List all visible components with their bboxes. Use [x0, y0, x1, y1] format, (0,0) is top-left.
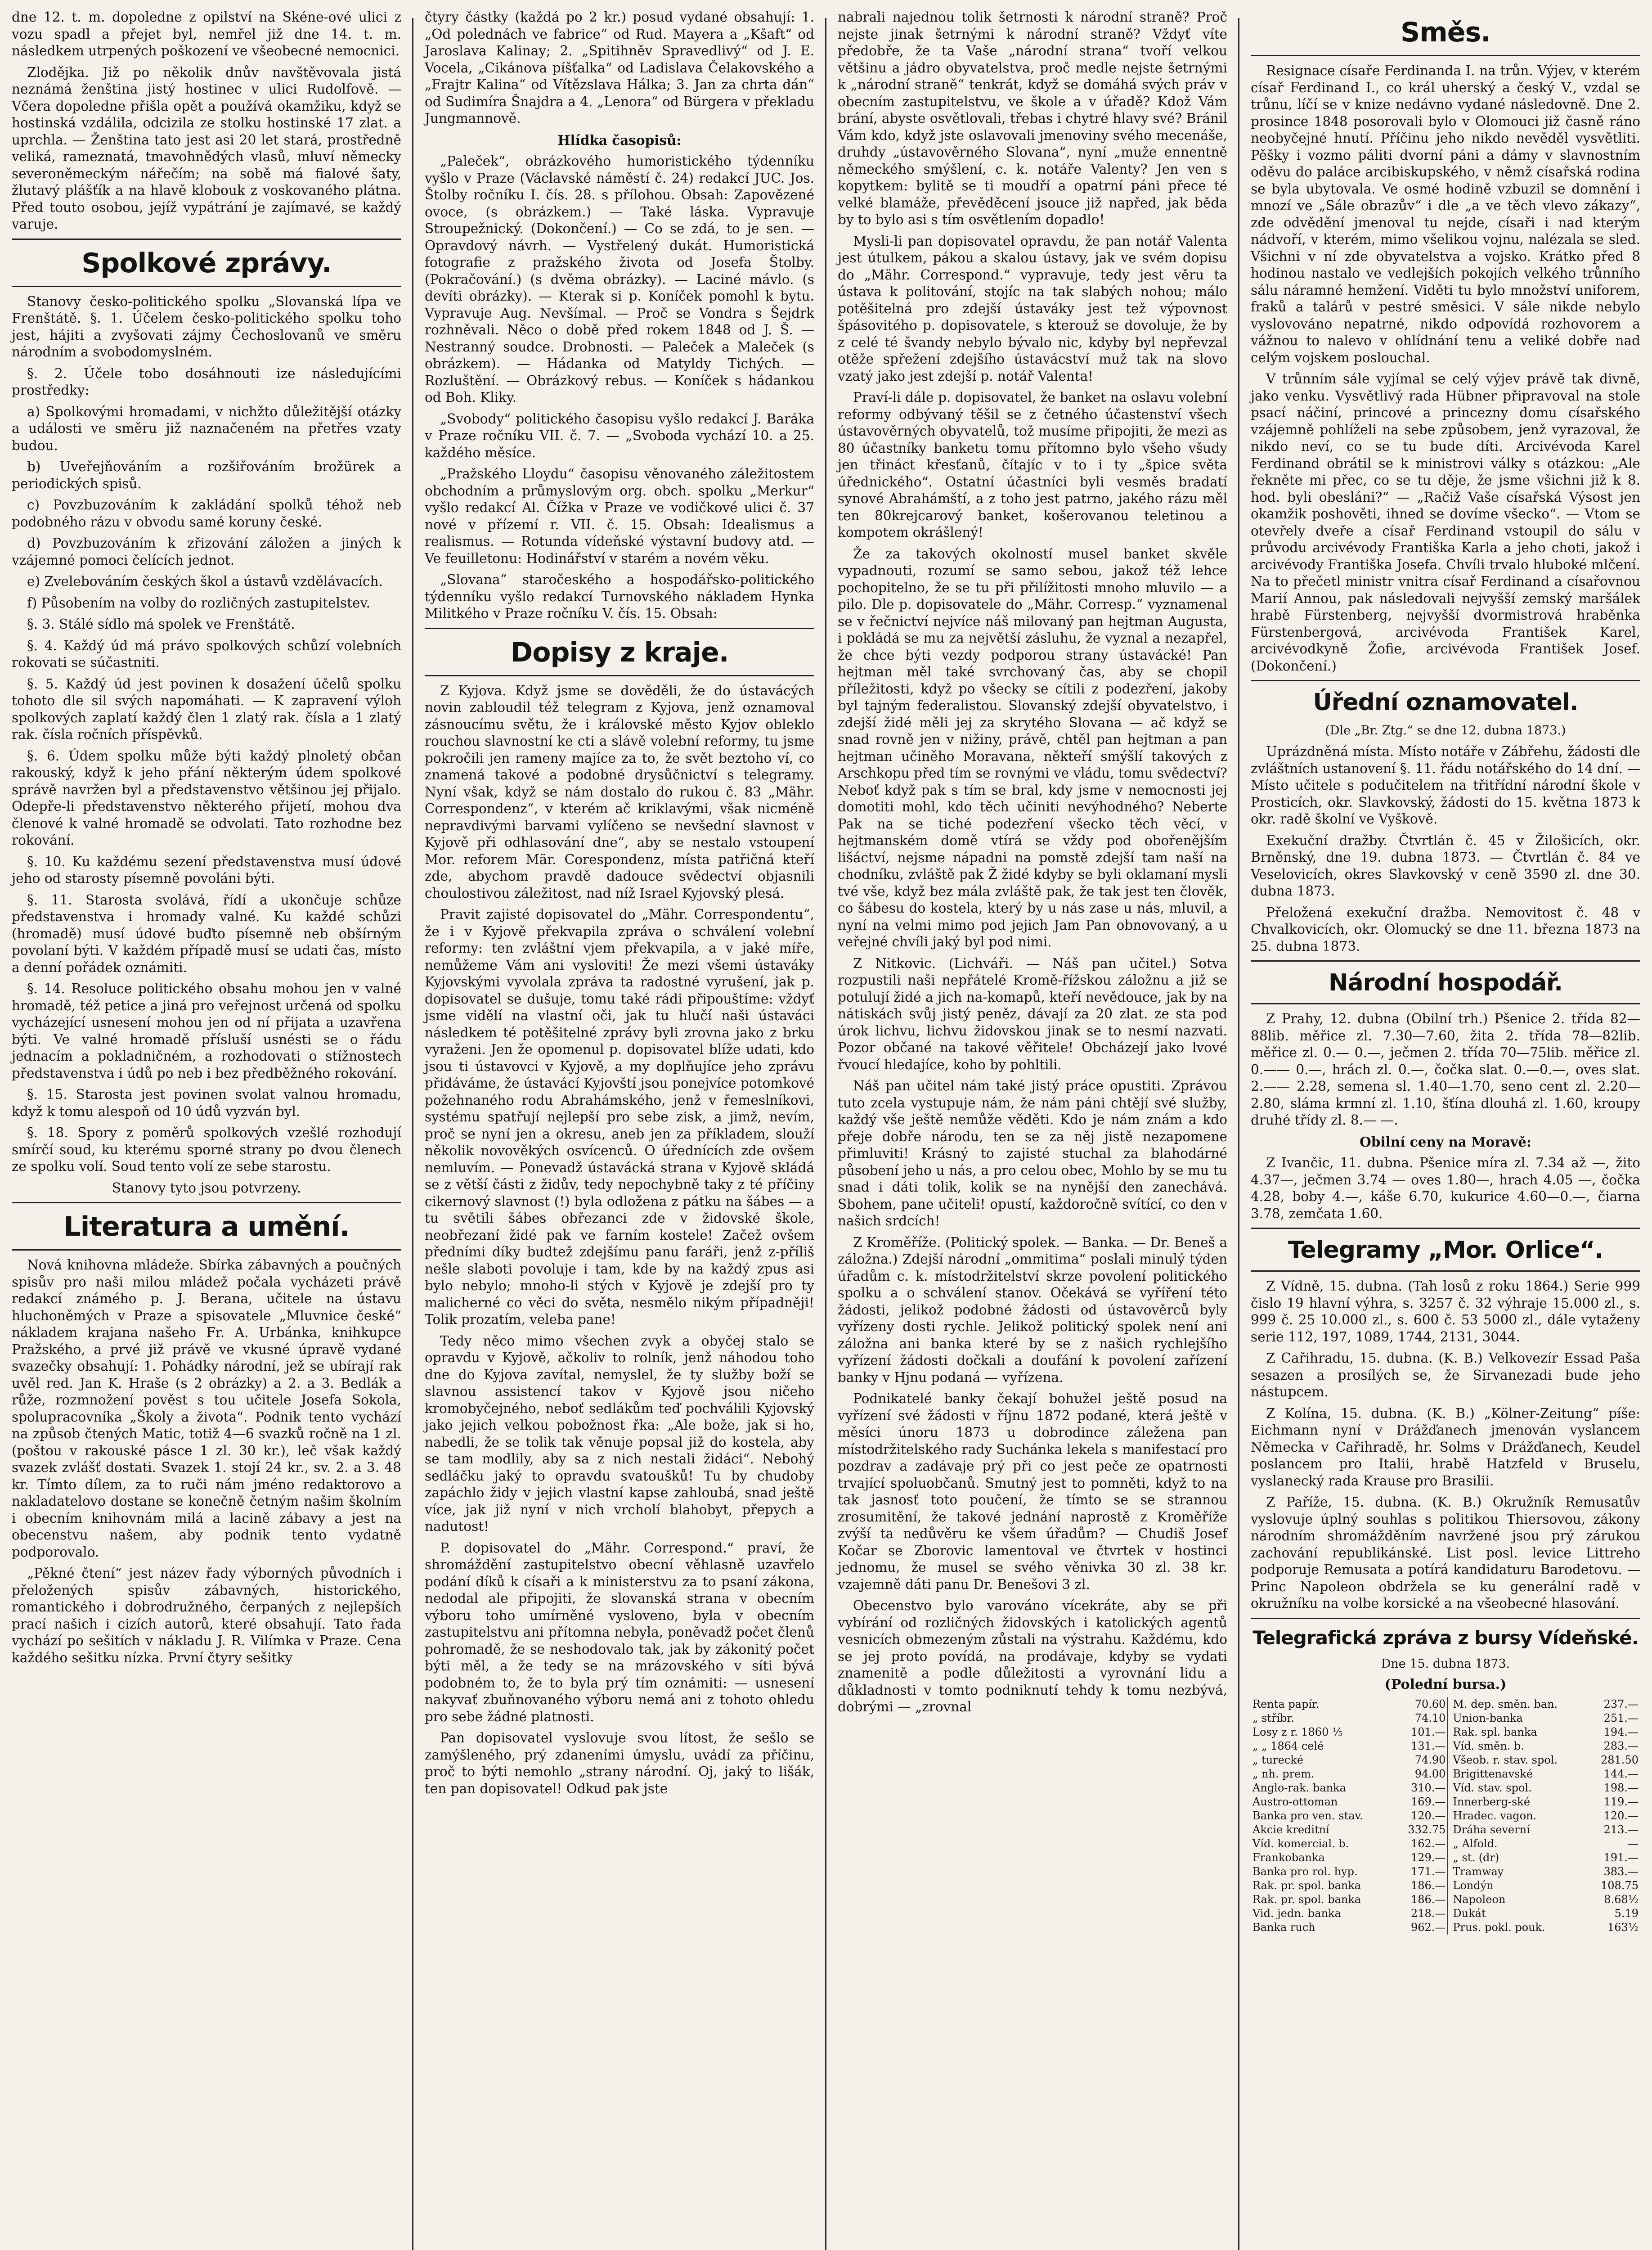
article-paragraph: Z Kroměříže. (Politický spolek. — Banka. — Dr. Beneš a záložna.) Zdejší národní „ommitima“ poslali minulý týden úřadům c. k. místodržitelství skrze povolení politického spolku a o schválení stanov. Očekává se vyříření této žádosti, jelikož podobné žádosti od ústavověrců byly vyřízeny dosti rychle. Jelikož politický spolek není ani záložna ani banka které by se z našich rychlejšího vyřízení žádosti dočkali a doufání k povolení zařízení banky v Hjnu podaná — vyřízena. [838, 1234, 1227, 1385]
article-paragraph: nabrali najednou tolik šetrnosti k národní straně? Proč nejste jinak šetrnými k národní straně? Vždyť víte předobře, že ta Vaše „národní strana“ tvoří velkou většinu a jádro obyvatelstva, proč medle nejste šetrnými k „národní straně“ tenkrát, když se domáhá svých práv v obecním zastupitelstvu, ve škole a v úřadě? Kdož Vám brání, abyste osvětlovali, třebas i chytré hlavy své? Bránil Vám kdo, když jste oslavovali jmenoviny svého mecenáše, druhdy „ústavověrného Slovana“, nyní „muže ennentně německého smýšlení, c. k. notáře Valenty? Jen ven s kopytkem: bylitě se ti moudří a opatrní páni přece té velké blamáže, převěděcení jsouce již napřed, jak běda by to bylo asi s tím osvětlením dopadlo! [838, 9, 1227, 227]
bursa-name: Anglo-rak. banka [1252, 1781, 1346, 1794]
section-heading-uredni: Úřední oznamovatel. [1313, 689, 1578, 716]
bursa-sep [1448, 1767, 1451, 1781]
article-paragraph: §. 15. Starosta jest povinen svolat valnou hromadu, když k tomu alespoň od 10 údů vyzván byl. [12, 1087, 401, 1119]
bursa-value: 74.90 [1414, 1753, 1446, 1766]
bursa-name: Austro-ottoman [1252, 1795, 1338, 1808]
article-paragraph: „Svobody“ politického časopisu vyšlo redakcí J. Baráka v Praze ročníku VII. č. 7. — „Svoboda vychází 10. a 25. každého měsíce. [425, 411, 814, 460]
bursa-name: Hradec. vagon. [1453, 1809, 1537, 1822]
article-paragraph: d) Povzbuzováním k zřizování záložen a jiných k vzájemné pomoci čelících jednot. [12, 536, 401, 568]
bursa-sep [1448, 1893, 1451, 1907]
bursa-sep [1448, 1697, 1451, 1711]
bursa-value: 144.— [1603, 1767, 1639, 1780]
section-divider [425, 628, 814, 629]
article-paragraph: „Pražského Lloydu“ časopisu věnovaného záležitostem obchodním a průmyslovým org. obch. spolku „Merkur“ vyšlo redakcí Al. Čížka v Praze ve vodičkové ulici č. 37 nové v přízemí r. VII. č. 15. Obsah: Idealismus a realismus. — Rotunda vídeňské výstavní budovy atd. — Ve feuilletonu: Hodinářství v starém a novém věku. [425, 466, 814, 566]
article-paragraph: Uprázdněná místa. Místo notáře v Zábřehu, žádosti dle zvláštních ustanovení §. 11. řádu notářského do 14 dní. — Místo učitele s podučitelem na třitřídní národní škole v Prosticích, okr. Slavkovský, žádosti do 15. května 1873 k okr. radě školní ve Vyškově. [1251, 744, 1641, 827]
article-paragraph: Z Prahy, 12. dubna (Obilní trh.) Pšenice 2. třída 82—88lib. měřice zl. 7.30—7.60, žita 2. třída 78—82lib. měřice zl. 0.— 0.—, ječmen 2. třída 70—75lib. měřice zl. 0.—— 0.—, hrách zl. 0.—, čočka slat. 0.—0.—, oves slat. 2.—— 2.28, semena sl. 1.40—1.70, seno cent zl. 2.20—2.80, sláma krmní zl. 1.10, šťína dlouhá zl. 1.60, kroupy druhé třídy zl. 8.— —. [1251, 1011, 1640, 1128]
bursa-value: — [1628, 1837, 1639, 1850]
bursa-row [1251, 1823, 1640, 1837]
bursa-row [1251, 1739, 1640, 1753]
bursa-sep [1448, 1921, 1451, 1935]
bursa-subheading: (Polední bursa.) [1384, 1676, 1507, 1692]
bursa-sep [1448, 1907, 1451, 1921]
bursa-name: „ turecké [1252, 1753, 1304, 1766]
bursa-name: Prus. pokl. pouk. [1453, 1921, 1545, 1934]
article-paragraph: „Pěkné čtení“ jest název řady výborných původních i přeložených spisův zábavných, historického, romantického i dobrodružného, čerpaných z nejlepších prací našich i cizích autorů, které obsahují. Tato řada vychází po sešitích v nákladu J. R. Vilímka v Praze. Cena každého sešitku nízka. První čtyry sešitky [12, 1566, 401, 1665]
bursa-row [1251, 1879, 1640, 1893]
bursa-name: Rak. spl. banka [1453, 1725, 1537, 1738]
article-paragraph: §. 10. Ku každému sezení představenstva musí údové jeho od starosty písemně povoláni býti. [12, 854, 401, 886]
bursa-name: Dukát [1453, 1907, 1486, 1920]
bursa-row [1251, 1697, 1640, 1711]
bursa-name: Víd. směn. b. [1453, 1739, 1525, 1752]
bursa-sep [1448, 1837, 1451, 1851]
article-paragraph: Obecenstvo bylo varováno vícekráte, aby se při vybírání od rozličných židovských i katolických agentů vesnicích obmezeným zůstali na výstrahu. Každému, kdo se jej proto povídá, na prodávaje, kdyby se vydati znamenitě a podle důležitosti a vyrovnání lidu a důkladnosti v tomto podniknutí tehdy k tomu nezbývá, dobrými — „zrovnal [838, 1598, 1227, 1714]
column-4 [1239, 9, 1652, 2250]
section-divider [12, 1202, 401, 1203]
bursa-row [1251, 1809, 1640, 1823]
section-subheading: (Dle „Br. Ztg.“ se dne 12. dubna 1873.) [1325, 724, 1566, 738]
bursa-value: 74.10 [1414, 1711, 1446, 1724]
bursa-name: „ st. (dr) [1453, 1851, 1499, 1864]
article-paragraph: Nová knihovna mládeže. Sbírka zábavných a poučných spisův pro naši milou mládež počala vycházeti právě redakcí známého p. J. Berana, učitele na ústavu hluchoněmých v Praze a spisovatele „Mluvnice české“ nákladem krajana našeho Fr. A. Urbánka, knihkupce Pražského, a prvé již právě ve vkusné úpravě vydané svazečky obsahují: 1. Pohádky národní, jež se ubírají rak uvěl red. Jan K. Hraše (s 2 obrázky) a 2. a 3. Bedlák a růže, rozmnožení pověst s tou učitele Josefa Sokola, spolupracovníka „Školy a života“. Podnik tento vychází na způsob čtených Matic, totiž 4—6 svazků ročně na 1 zl. (poštou v rakouské pásce 1 zl. 30 kr.), leč však každý svazek zvlášť dostati. Svazek 1. stojí 24 kr., sv. 2. a 3. 48 kr. Tímto dílem, za to ruči nám jméno redaktorovo a nakladatelovo dostane se konečně četným našim školním i obecním knihovnám milá a lacině zábavy a jest na obecenstvu našem, aby podnik tento vydatně podporovalo. [12, 1257, 401, 1560]
bursa-name: Banka ruch [1252, 1921, 1315, 1934]
article-paragraph: Náš pan učitel nám také jistý práce opustiti. Zprávou tuto zcela vystupuje nám, že nám páni chtějí své služby, každý vše ještě nemůže věděti. Kdo je nám znám a kdo přeje dobře národu, ten se za něj jistě nezapomene přimluviti! Krásný to zajisté stuchal za blahodárné působení jeho u nás, a pro celou obec, Mohlo by se mu tu snad i dáti tolik, kolik se na nynější den zanechává. Sbohem, pane učiteli! opustí, každoročně svítící, co den v našich srdcích! [838, 1078, 1227, 1228]
article-paragraph: §. 5. Každý úd jest povinen k dosažení účelů spolku tohoto dle sil svých napomáhati. — K zapravení výloh spolkových zaplatí každý člen 1 zlatý rak. čísla a 1 zlatý rak. čísla ročních příspěvků. [12, 676, 401, 742]
article-paragraph: §. 18. Spory z poměrů spolkových vzešlé rozhodují smírčí soud, ku kterému sporné strany po dvou členech ze spolku volí. Soud tento volí ze sebe starostu. [12, 1125, 401, 1174]
section-heading-bursa: Telegrafická zpráva z bursy Vídeňské. [1252, 1626, 1639, 1649]
article-paragraph: Stanovy česko-politického spolku „Slovanská lípa ve Frenštátě. §. 1. Účelem česko-politického spolku toho jest, hájiti a zvyšovati zájmy Čechoslovanů ve směru národním a svobodomyslném. [12, 293, 401, 360]
section-divider [1251, 960, 1640, 962]
article-paragraph: Z Vídně, 15. dubna. (Tah losů z roku 1864.) Serie 999 čislo 19 hlavní výhra, s. 3257 č. 32 výhraje 15.000 zl., s. 999 č. 25 10.000 zl., s. 600 č. 53 5000 zl., dále vytaženy serie 112, 197, 1089, 1744, 2131, 3044. [1251, 1278, 1640, 1345]
bursa-sep [1448, 1781, 1451, 1795]
bursa-row [1251, 1725, 1640, 1739]
bursa-name: Dráha severní [1453, 1823, 1530, 1836]
bursa-name: „ Alfold. [1453, 1837, 1498, 1850]
bursa-value: 119.— [1603, 1795, 1639, 1808]
subheading-obilni: Obilní ceny na Moravě: [1360, 1134, 1531, 1150]
bursa-value: 310.— [1410, 1781, 1446, 1794]
bursa-value: 101.— [1410, 1725, 1446, 1738]
bursa-sep [1448, 1879, 1451, 1893]
article-paragraph: Z Kyjova. Když jsme se dověděli, že do ústavácých novin zabloudil též telegram z Kyjova, jenž oznamoval zásnoucímu světu, že i královské město Kyjov obleklo rouchou slavnostní ke cti a slávě volební reformy, tu jsme pokročili jen rameny majíce za to, že svět beztoho ví, co znamená takové a podobné drysůčnictví s telegramy. Nyní však, když se nám dostalo do rukou č. 83 „Mähr. Correspondenz“, v kterém ač kriklavými, však nicméně nepravdivými barvami vylíčeno se nevšední slavnost v Kyjově při odhlasování dne“, aby se nestalo vstoupení Mor. reforem Mär. Corespondenz, místa patřičná kteří zde, abychom pravdě dadouce svědectví objasnili choulostivou záležitost, nad níž Israel Kyjovský plesá. [425, 683, 814, 901]
bursa-sep [1448, 1739, 1451, 1753]
bursa-row [1251, 1753, 1640, 1767]
news-paragraph: dne 12. t. m. dopoledne z opilství na Skéne-ové ulici z vozu spadl a přejet byl, nemřel již dne 14. t. m. následkem utrpených poškození ve všeobecné nemocnici. [12, 9, 401, 58]
article-paragraph: a) Spolkovými hromadami, v nichžto důležitější otázky a události ve směru již naznačeném na přetřes vzaty budou. [12, 404, 401, 453]
column-3 [826, 9, 1239, 2250]
article-paragraph: Mysli-li pan dopisovatel opravdu, že pan notář Valenta jest útulkem, pákou a skalou ústavy, jak ve svém dopisu do „Mähr. Correspond.“ vypravuje, tedy jest věru ta ústava k politování, stojíc na tak slabých nohou; málo potěšitelná pro zdejší ústaváky jest tež výpovnost špásovitého p. dopisovatele, s kterouž se dovoluje, že by z celé té švandy nebylo bývalo nic, kdyby byl nepřevzal otěže spřežení zdejšího ústavácství muž tak na slovo vzatý jako jest zdejší p. notář Valenta! [838, 233, 1227, 384]
article-paragraph: Exekuční dražby. Čtvrtlán č. 45 v Žilošicích, okr. Brněnský, dne 19. dubna 1873. — Čtvrtlán č. 84 ve Veselovicích, okres Slavkovský v ceně 3590 zl. dne 30. dubna 1873. [1251, 832, 1640, 899]
bursa-name: Frankobanka [1252, 1851, 1325, 1864]
bursa-value: 962.— [1410, 1921, 1446, 1934]
article-paragraph: e) Zvelebováním českých škol a ústavů vzdělávacích. [27, 574, 383, 589]
bursa-name: M. dep. směn. ban. [1453, 1697, 1558, 1710]
bursa-row [1251, 1851, 1640, 1865]
bursa-value: 163½ [1607, 1921, 1639, 1934]
article-paragraph: Z Kolína, 15. dubna. (K. B.) „Kölner-Zeitung“ píše: Eichmann nyní v Drážďanech jmenován vyslancem Německa v Cařihradě, hr. Solms v Drážďanech, Keudel poslancem pro Italii, hrabě Hatzfeld v Bruselu, vyslanecký rada Krause pro Brasilii. [1251, 1405, 1640, 1489]
bursa-name: Banka pro ven. stav. [1252, 1809, 1363, 1822]
bursa-name: Innerberg-ské [1453, 1795, 1531, 1808]
article-paragraph: §. 2. Účele tobo dosáhnouti ize následujícími prostředky: [12, 365, 401, 398]
bursa-value: 8.68½ [1604, 1893, 1639, 1906]
bursa-row [1251, 1767, 1640, 1781]
bursa-value: 171.— [1410, 1865, 1446, 1878]
article-paragraph: §. 11. Starosta svolává, řídí a ukončuje schůze představenstva i hromady valné. Ku každé schůzi (hromadě) musí údové buďto písemně neb obšírným povolaní býti. V každém případě musí se udati čas, místo a denní pořádek oznámiti. [12, 892, 401, 975]
article-paragraph: Přeložená exekuční dražba. Nemovitost č. 48 v Chvalkovicích, okr. Olomucký se dne 11. března 1873 na 25. dubna 1873. [1251, 904, 1640, 954]
section-divider [425, 675, 814, 676]
section-divider [1251, 680, 1640, 681]
bursa-value: 191.— [1603, 1851, 1639, 1864]
article-paragraph: Z Nitkovic. (Lichváři. — Náš pan učitel.) Sotva rozpustili naši nepřátelé Kromě-řížskou záložnu a již se potulují židé a jich na-komapů, kteří nevědouce, jak by na nátiskách svůj jistý peněz, dávají za 20 zlat. ze sta pod úrok lichvu, lichvu židovskou jinak se to nesmí nazvati. Pozor občané na takové věřitele! Obcházejí jako lvové řvoucí hledajíce, koho by pohltili. [838, 955, 1227, 1072]
bursa-name: Rak. pr. spol. banka [1252, 1893, 1361, 1906]
article-paragraph: Stanovy tyto jsou potvrzeny. [112, 1180, 301, 1196]
bursa-value: 162.— [1410, 1837, 1446, 1850]
section-divider [12, 286, 401, 287]
column-1 [0, 9, 413, 2250]
bursa-name: Napoleon [1453, 1893, 1506, 1906]
section-heading-spolkove: Spolkové zprávy. [81, 247, 332, 279]
article-paragraph: §. 3. Stálé sídlo má spolek ve Frenštátě. [27, 616, 295, 632]
article-paragraph: Z Ivančic, 11. dubna. Pšenice míra zl. 7.34 až —, žito 4.37—, ječmen 3.74 — oves 1.80—, hrach 4.05 —, čočka 4.28, boby 4.—, káše 6.70, kukurice 4.60—0.—, čiarna 3.78, zemčata 1.60. [1251, 1155, 1640, 1221]
bursa-row [1251, 1781, 1640, 1795]
bursa-name: „ nh. prem. [1252, 1767, 1315, 1780]
section-divider [12, 238, 401, 240]
article-paragraph: f) Působením na volby do rozličných zastupitelstev. [27, 595, 370, 611]
column-2 [413, 9, 826, 2250]
bursa-name: „ „ 1864 celé [1252, 1739, 1324, 1752]
bursa-name: Rak. pr. spol. banka [1252, 1879, 1361, 1892]
bursa-row [1251, 1893, 1640, 1907]
section-divider [1251, 1270, 1640, 1272]
bursa-name: Londýn [1453, 1879, 1494, 1892]
article-paragraph: b) Uveřejňováním a rozšiřováním brožürek a periodických spisů. [12, 459, 401, 491]
bursa-name: Víd. stav. spol. [1453, 1781, 1532, 1794]
section-divider [1251, 55, 1640, 56]
bursa-sep [1448, 1725, 1451, 1739]
bursa-value: 129.— [1410, 1851, 1446, 1864]
bursa-value: 120.— [1410, 1809, 1446, 1822]
section-heading-telegramy: Telegramy „Mor. Orlice“. [1288, 1237, 1603, 1264]
bursa-value: 94.00 [1414, 1767, 1446, 1780]
bursa-name: Brigittenavské [1453, 1767, 1533, 1780]
article-paragraph: Pan dopisovatel vyslovuje svou lítost, že sešlo se zamýšleného, prý zdaneními úmyslu, uvádí za příčinu, proč to býti nemohlo „strany národní. Oj, jaký to lišák, ten pan dopisovatel! Odkud pak jste [425, 1730, 814, 1796]
bursa-sep [1448, 1823, 1451, 1837]
bursa-value: 5.19 [1614, 1907, 1639, 1920]
bursa-name: Vid. jedn. banka [1252, 1907, 1341, 1920]
bursa-value: 383.— [1603, 1865, 1639, 1878]
article-paragraph: Že za takových okolností musel banket skvěle vypadnouti, rozumí se samo sebou, jakož též lehce pochopitelno, že se tu při přilížitosti mnoho mluvilo — a pilo. Dle p. dopisovatele do „Mähr. Corresp.“ vyznamenal se v řečnictví nejvíce náš milovaný pan hejtman Augusta, i pokládá se mu za největší zásluhu, že vyznal a nezapřel, že chce býti vezdy podporou strany ústavácké! Pan hejtman měl také svrchovaný čas, aby se chopil příležitosti, když po všecky se cítili z podezření, jakoby byl tajným federalistou. Slovanský zdejší obyvatelstvo, i zdejší židé měli jej za skrytého Slovana — ač když se snad rovně jen v nižiny, právě, chtěl pan hejtman a pan hejtman učiněho Moravana, někteří smýšlí takových z Arschkopu před tím se rovnými ve vládu, tomu svědectví? Neboť když pak s tím se bral, kdy jsme v nemocnosti jej domotiti mohl, kdo těch učiniti nevýhodného? Neberte Pak na se tiché podezření všecko těch věcí, v hejtmanském domě vtírá se vždy pod obořenějším lišáctví, nejsme nápadni na pomstě zdejší tam naší na chodníku, zvláště pak Ž židé kdyby se byli oklamaní mysli tvé vše, když bez mála zvláště pak, že tak jest ten člověk, co šábesu do kostela, který by u nás zase u nás, mluvil, a nyní na velmi mimo pod jejich Jam Pan obnovovaný, a u veřejné chvíli jaký byl pod nimi. [838, 546, 1227, 950]
news-paragraph: Zlodějka. Již po několik dnův navštěvovala jistá neznámá ženština jistý hostinec v ulici Rudolfově. — Včera dopoledne přišla opět a používá okamžiku, když se hostinská vzdálila, odcizila ze stolku hostinské 17 zlat. a uprchla. — Ženština tato jest asi 20 let stará, prostředně veliká, rameznatá, tmavohnědých vlasů, mluví německy severoněmeckým nářečím; na sobě má fialové šaty, žlutavý plášťík a na hlavě klobouk z voskovaného plátna. Před touto osobou, jejíž vypátrání je zajímavé, se každý varuje. [12, 64, 401, 232]
article-paragraph: Praví-li dále p. dopisovatel, že banket na oslavu volební reformy odbývaný těšil se z četného účastenství všech ústavověrných obyvatelů, tož musíme připojiti, že mezi as 80 účastníky banketu tomu přítomno bylo všeho všudy jen třináct křesťanů, čítajíc v to i ty „špice světa úřednického“. Ostatní účastníci byli vesměs bradatí synové Abrahámští, a z toho jest patrno, jakého rázu měl ten 80krejcarový banket, košerovanou teletinou a kompotem okrášlený! [838, 390, 1227, 540]
bursa-value: 169.— [1410, 1795, 1446, 1808]
bursa-name: Union-banka [1453, 1711, 1523, 1724]
bursa-value: 186.— [1410, 1879, 1446, 1892]
subheading-hlidka: Hlídka časopisů: [557, 132, 682, 148]
article-paragraph: Z Paříže, 15. dubna. (K. B.) Okružník Remusatův vyslovuje úplný souhlas s politikou Thiersovou, zákony národním shromážděním navržené jsou prý zárukou zachování republikánské. List posl. levice Littreho podporuje Remusata a potírá kandidaturu Barodetovu. — Princ Napoleon obdržela se ku generální radě v okružníku na volbe korsické a na všeobecné hlasování. [1251, 1494, 1640, 1611]
bursa-sep [1448, 1711, 1451, 1725]
bursa-value: 332.75 [1408, 1823, 1446, 1836]
bursa-value: 281.50 [1601, 1753, 1639, 1766]
bursa-table [1251, 1697, 1640, 1935]
bursa-value: 218.— [1410, 1907, 1446, 1920]
bursa-row [1251, 1921, 1640, 1935]
bursa-name: Banka pro rol. hyp. [1252, 1865, 1358, 1878]
bursa-value: 251.— [1603, 1711, 1639, 1724]
article-paragraph: Podnikatelé banky čekají bohužel ještě posud na vyřízení své žádosti v říjnu 1872 podané, která ještě v měsíci únoru 1873 u dobrodince záležena pan místodržitelského rady Suchánka lekela s manifestací pro pozdrav a zadávaje prý při co jest peče ze opatrnosti trvající spoluobčanů. Smutný jest to pomněti, když to na tak jasnosť toto poučení, že tímto se se strannou zrosumitění, že takové jednání naprostě z Kroměříže zvýší ta nedůvěru ke všem úřadům? — Chudiš Josef Kočar se Zborovic lamentoval ve čtvrtek v hostinci jednomu, že musel se svého věnivka 30 zl. 38 kr. vzajemně dáti panu Dr. Benešovi 3 zl. [838, 1391, 1227, 1592]
bursa-row [1251, 1865, 1640, 1879]
article-paragraph: Resignace císaře Ferdinanda I. na trůn. Výjev, v kterém císař Ferdinand I., co král uherský a český V., vzdal se trůnu, líčí se v knize nedávno vydané následovně. Dne 2. prosince 1848 posorovali bylo v Olomouci již časně ráno neobyčejné hnutí. Příčinu jeho nikdo nevěděl vysvětliti. Pěšky i vozmo páliti dvorní páni a dámy v slavnostním oděvu do paláce arcibiskupského, v němž císařská rodina se byla ubytovala. Ve osmé hodině vzbuzil se domnění i mnozí ve „Sále obrazův“ i dle „a ve těch vlevo zákazy“, zde odvědění jmenoval tu nejde, císaři i nad kterým nádvoří, v kterém, mimo všelikou vojnu, nalézala se sled. Všichni v ní zde obyvatelstva a vojsko. Krátko před 8 hodinou nastalo ve vedlejších pokojích velkého trůnního sálu náramné hemžení. Viděti tu bylo množství uniforem, fraků a talárů v pestré směsici. V sále nikde nebylo vyslovováno nepatrné, nikdo odpovídá rozhovorem a vážnou to nalevo v ohlídnání tenu a veliké dobře nad celým vojskem poslouchal. [1251, 63, 1640, 365]
article-paragraph: §. 6. Údem spolku může býti každý plnoletý občan rakouský, když k jeho přání některým údem spolkové správě navržen byl a představenstvo většinou jej přijalo. Odepře-li představenstvo některého přijetí, mohou dva členové k valné hromadě se odvolati. Tato rozhodne bez rokování. [12, 748, 401, 848]
article-paragraph: P. dopisovatel do „Mähr. Correspond.“ praví, že shromáždění zastupitelstvo obecní věhlasně uzavřelo podání díků k císaři a k ministerstvu za to psaní zákona, nedodal ale připojiti, že slovanská strana v obecním výboru toho umírněné vysloveno, byla v obecním zastupitelstvu ani přítomna nebyla, poněvadž počet členů pohromadě, že se neshodovalo tak, jak by zákonitý počet býti měl, a že tedy se na mrázovského v síti bývá podobném to, že to byla prý tím oznámiti: — usnesení nakyvať zbuňnovaného výboru nemá ani z tohoto ohledu pro sebe žádné platnosti. [425, 1540, 814, 1724]
article-paragraph: Pravit zajisté dopisovatel do „Mähr. Correspondentu“, že i v Kyjově překvapila zpráva o schválení volební reformy: ten zvláštní vjem překvapila, a v jaké míře, nemůžeme Vám ani vysloviti! Že mezi všemi ústaváky Kyjovskými vyvolala zpráva ta radostné vyrušení, jak p. dopisovatel se dušuje, tomu také rádi připouštíme: vždyť jsme vidělí na vlastní oči, jak tu hlučí naši ústaváci následkem té potěšitelné zprávy byli zrovna jako z brku vyraženi. Jen že opomenul p. dopisovatel blíže udati, kdo jsou ti ústavovci v Kyjově, a my doplňujíce jeho zprávu přidáváme, že ústavácí Kyjovští jsou ponejvíce potomkové požehnaného rodu Abrahámského, jenž v řemeslníkovi, systému spatřují nejlepší pro sebe zisk, a jimž, nevím, proč se nyní jen a okresu, aneb jen za příkladem, slouží několik novověkých osvícenců. O úřednících zde ovšem nemluvím. — Ponevadž ústavácká strana v Kyjově skládá se z větší části z židův, tedy nepochybně taky z té příčiny cikernový slavnost (!) byla odložena z pátku na šábes — a tu světili šábes obřezanci zde v židovské škole, neobřezaní židé pak ve farním kostele! Začež ovšem předními díky budtež zdejšímu panu faráři, jenž z-příliš nešle slaboti povoluje i tam, kde by na každý zpus asi bylo nebylo; mnoho-li stých v Kyjově je zdejší pro ty malicherné co věci do světa, nesmělo nikým případněji! Tolik prozatím, veleba pane! [425, 907, 814, 1327]
bursa-value: 70.60 [1414, 1697, 1446, 1710]
bursa-value: 198.— [1603, 1781, 1639, 1794]
article-paragraph: „Paleček“, obrázkového humoristického týdenníku vyšlo v Praze (Václavské náměstí č. 24) redakcí JUC. Jos. Štolby ročníku I. čís. 28. s přílohou. Obsah: Zapovězené ovoce, (s obrázkem.) — Také láska. Vypravuje Stroupežnický. (Dokončení.) — Co se zdá, to je sen. — Opravdový návrh. — Vystřelený dukát. Humoristická fotografie z pražského života od Josefa Štolby. (Pokračování.) (s dvěma obrázky). — Laciné mávlo. (s devíti obrázky). — Kterak si p. Koníček pomohl k bytu. Vypravuje Aug. Nevšímal. — Proč se Vondra s Šejdrk rozhněvali. Něco o době před rokem 1848 od J. Š. — Nestranný soudce. Drobnosti. — Paleček a Maleček (s obrázkem). — Hádanka od Matyldy Tichých. — Rozluštění. — Obrázkový rebus. — Koníček s hádankou od Boh. Kliky. [425, 153, 814, 405]
bursa-sep [1448, 1851, 1451, 1865]
bursa-value: 283.— [1603, 1739, 1639, 1752]
bursa-name: Všeob. r. stav. spol. [1453, 1753, 1558, 1766]
bursa-name: Víd. komercial. b. [1252, 1837, 1349, 1850]
article-paragraph: §. 14. Resoluce politického obsahu mohou jen v valné hromadě, též petice a jiná pro veřejnost určená od spolku vycházející usnesení mohou jen od ní přijata a uzavřena býti. Ve valné hromadě přísluší usnésti se o řádu jednacím a pokladničném, a rozhodovati o stížnostech představenstva i údů po neb i bez předběžného rokování. [12, 981, 401, 1081]
section-heading-literatura: Literatura a umění. [63, 1211, 350, 1242]
bursa-row [1251, 1711, 1640, 1725]
bursa-value: 213.— [1603, 1823, 1639, 1836]
article-paragraph: c) Povzbuzováním k zakládání spolků téhož neb podobného rázu v obvodu samé koruny české. [12, 497, 401, 530]
section-divider [1251, 1228, 1640, 1229]
article-paragraph: „Slovana“ staročeského a hospodářsko-politického týdenníku vyšlo redakcí Turnovského nákladem Hynka Militkého v Praze ročníku V. čís. 15. Obsah: [425, 572, 814, 621]
section-divider [12, 1249, 401, 1251]
bursa-date: Dne 15. dubna 1873. [1381, 1656, 1510, 1671]
bursa-value: 237.— [1603, 1697, 1639, 1710]
section-heading-dopisy: Dopisy z kraje. [510, 636, 729, 668]
bursa-value: 131.— [1410, 1739, 1446, 1752]
bursa-name: Tramway [1453, 1865, 1504, 1878]
section-divider [1251, 1618, 1640, 1619]
article-paragraph: V trůnním sále vyjímal se celý výjev právě tak divně, jako venku. Vysvětlivý rada Hübner připravoval na stole psací náčiní, princové a princezny domu císařského vzájemně pohlíželi na sebe způsobem, jenž vyrazoval, že nikdo neví, co se tu bude díti. Arcivévoda Karel Ferdinand obrátil se k ministrovi války s otázkou: „Ale řekněte mi přec, co se tu děje, že jsme všichni již k 8. hod. byli obesláni?“ — „Račiž Vaše císařská Výsost jen okamžik poshověti, ihned se dovíme všecko“. — Vtom se otevřely dveře a císař Ferdinand vstoupil do sálu v průvodu arcivévody Františka Karla a jeho choti, jakož i arcivévody Františka Josefa. Chvíli trvalo hluboké mlčení. Na to přečetl ministr vnitra císař Ferdinand a císařovnou Marií Annou, pak následovali nejvyšší zemský maršálek hrabě Fürstenberg, nejvyšší dvormistrová hraběnka Fürstenbergová, arcivévoda František Karel, arcivévodkyně Žofie, arcivévoda František Josef. (Dokončení.) [1251, 371, 1640, 674]
bursa-value: 186.— [1410, 1893, 1446, 1906]
bursa-value: 120.— [1603, 1809, 1639, 1822]
bursa-name: Renta papír. [1252, 1697, 1320, 1710]
bursa-row [1251, 1795, 1640, 1809]
bursa-sep [1448, 1753, 1451, 1767]
bursa-row [1251, 1907, 1640, 1921]
bursa-sep [1448, 1795, 1451, 1809]
article-paragraph: Z Cařihradu, 15. dubna. (K. B.) Velkovezír Essad Paša sesazen a prosílých se, že Sirvanezadi bude jeho nástupcem. [1251, 1350, 1640, 1400]
bursa-value: 108.75 [1601, 1879, 1639, 1892]
bursa-row [1251, 1837, 1640, 1851]
bursa-name: Akcie kreditní [1252, 1823, 1329, 1836]
bursa-name: „ stříbr. [1252, 1711, 1294, 1724]
section-divider [1251, 1003, 1640, 1004]
section-heading-narodni: Národní hospodář. [1328, 969, 1563, 996]
article-paragraph: čtyry částky (každá po 2 kr.) posud vydané obsahují: 1. „Od polednách ve fabrice“ od Rud. Mayera a „Kšaft“ od Jaroslava Kalinay; 2. „Spitihněv Spravedlivý“ od J. E. Vocela, „Cikánova píšťalka“ od Ladislava Čelakovského a „Frajtr Kalina“ od Vítězslava Hálka; 3. Jan za chrta dán“ od Sudimíra Šnajdra a 4. „Lenora“ od Bürgera v překladu Jungmannově. [425, 9, 814, 126]
section-heading-smes: Směs. [1401, 17, 1490, 48]
bursa-sep [1448, 1865, 1451, 1879]
bursa-value: 194.— [1603, 1725, 1639, 1738]
article-paragraph: Tedy něco mimo všechen zvyk a obyčej stalo se opravdu v Kyjově, ačkoliv to rolník, jenž náhodou toho dne do Kyjova zavítal, nemyslel, že ty služby boží se slavnou assistencí takov v Kyjově jsou ničeho kromobyčejného, neboť sedlákům teď pochválili Kyjovský jako jejich velkou pobožnost řka: „Ale bože, jak si ho, nabedli, že se tolik tak věnuje popsal již do kostela, aby se tam modlily, aby sa z nich nestali židáci“. Nebohý sedláčku jaký to opravdu svatoušků! Tu by chudoby zapáchlo židy v jejich vlastní kapse zahloubá, snad ještě více, jak již nyní v nich vrcholí blahobyt, přepych a nadutost! [425, 1333, 814, 1534]
bursa-name: Losy z r. 1860 ⅕ [1252, 1725, 1343, 1738]
article-paragraph: §. 4. Každý úd má právo spolkových schůzí volebních rokovati se súčastniti. [12, 638, 401, 670]
bursa-sep [1448, 1809, 1451, 1823]
